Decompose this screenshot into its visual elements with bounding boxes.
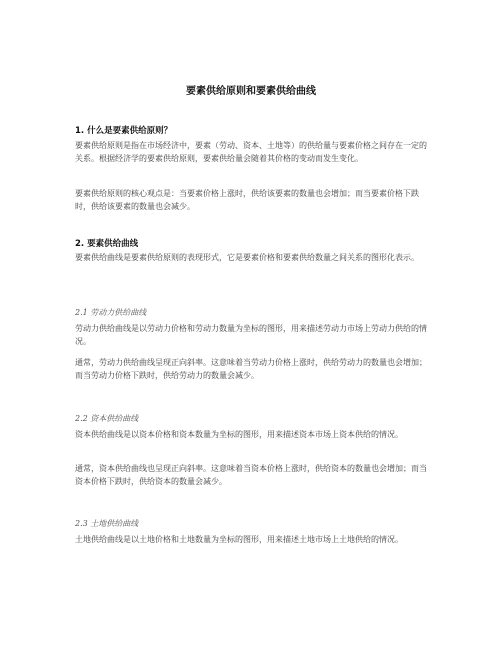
subsection-2-1-paragraph-1: 劳动力供给曲线是以劳动力价格和劳动力数量为坐标的图形，用来描述劳动力市场上劳动力供给的情况。 bbox=[75, 324, 427, 346]
subsection-2-1-paragraph-2: 通常，劳动力供给曲线呈现正向斜率。这意味着当劳动力价格上涨时，供给劳动力的数量也会增加；而当劳动力价格下跌时，供给劳动力的数量会减少。 bbox=[75, 358, 427, 380]
document-title: 要素供给原则和要素供给曲线 bbox=[186, 86, 316, 97]
subsection-2-3-paragraph-1: 土地供给曲线是以土地价格和土地数量为坐标的图形，用来描述土地市场上土地供给的情况。 bbox=[75, 535, 403, 544]
subsection-2-3-heading: 2.3 土地供给曲线 bbox=[75, 519, 139, 528]
subsection-2-1-heading: 2.1 劳动力供给曲线 bbox=[75, 308, 147, 317]
section-1-paragraph-1: 要素供给原则是指在市场经济中，要素（劳动、资本、土地等）的供给量与要素价格之间存在一定的关系。根据经济学的要素供给原则，要素供给量会随着其价格的变动而发生变化。 bbox=[75, 141, 427, 163]
section-2-heading: 2. 要素供给曲线 bbox=[75, 239, 139, 249]
subsection-2-2-paragraph-1: 资本供给曲线是以资本价格和资本数量为坐标的图形，用来描述资本市场上资本供给的情况。 bbox=[75, 430, 403, 439]
subsection-2-2-paragraph-2: 通常，资本供给曲线也呈现正向斜率。这意味着当资本价格上涨时，供给资本的数量也会增加；而当资本价格下跌时，供给资本的数量会减少。 bbox=[75, 464, 427, 486]
section-1-paragraph-2: 要素供给原则的核心观点是：当要素价格上涨时，供给该要素的数量也会增加；而当要素价格下跌时，供给该要素的数量也会减少。 bbox=[75, 189, 419, 211]
section-2-paragraph-1: 要素供给曲线是要素供给原则的表现形式，它是要素价格和要素供给数量之间关系的图形化表示。 bbox=[75, 253, 419, 262]
subsection-2-2-heading: 2.2 资本供给曲线 bbox=[75, 414, 139, 423]
section-1-heading: 1. 什么是要素供给原则？ bbox=[75, 126, 173, 136]
